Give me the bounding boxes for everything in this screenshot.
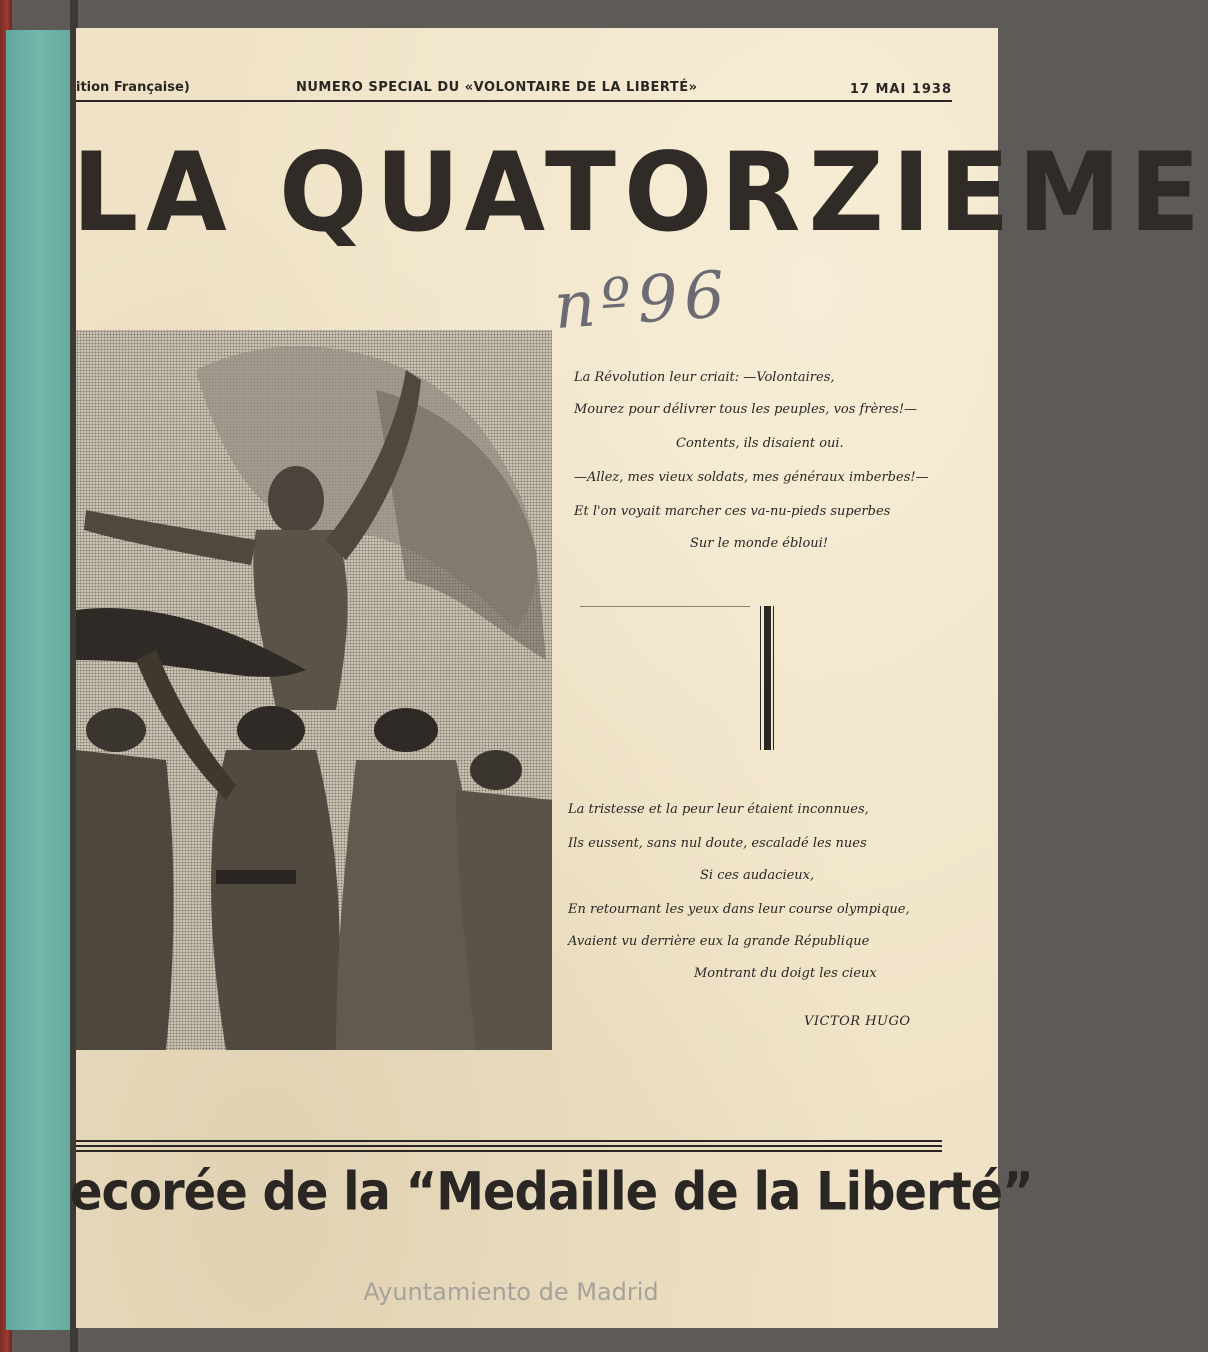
poem-author: VICTOR HUGO xyxy=(804,1014,911,1029)
poem-line: Et l'on voyait marcher ces va-nu-pieds superbes xyxy=(574,504,891,519)
ornamental-rule xyxy=(760,606,774,750)
poem-line: La tristesse et la peur leur étaient inconnues, xyxy=(568,802,869,817)
poem-line: En retournant les yeux dans leur course olympique, xyxy=(568,902,910,917)
handwritten-issue-number: nº96 xyxy=(551,257,734,345)
special-issue-label: NUMERO SPECIAL DU «VOLONTAIRE DE LA LIBERTÉ» xyxy=(296,80,698,95)
edition-label: ition Française) xyxy=(76,80,190,95)
binding-cover-teal xyxy=(6,30,72,1330)
banner-headline: ecorée de la “Medaille de la Liberté” xyxy=(70,1161,1033,1223)
archive-watermark xyxy=(0,1278,1024,1306)
double-rule xyxy=(76,1140,942,1154)
issue-date: 17 MAI 1938 xyxy=(849,82,952,97)
poem-line: Contents, ils disaient oui. xyxy=(676,436,844,451)
poem-line: Mourez pour délivrer tous les peuples, vos frères!— xyxy=(574,402,918,417)
poem-line: Si ces audacieux, xyxy=(700,868,815,883)
poem-line: Montrant du doigt les cieux xyxy=(694,966,877,981)
watermark-text: Ayuntamiento de Madrid xyxy=(363,1278,659,1306)
poem-line: —Allez, mes vieux soldats, mes généraux imberbes!— xyxy=(574,470,929,485)
header-bar xyxy=(76,78,952,102)
poem-line: Sur le monde ébloui! xyxy=(690,536,829,551)
poem-line: La Révolution leur criait: —Volontaires, xyxy=(574,370,835,385)
newspaper-page xyxy=(70,28,1208,1328)
poem-line: Ils eussent, sans nul doute, escaladé les nues xyxy=(568,836,867,851)
masthead-title: LA QUATORZIEME xyxy=(72,127,1208,257)
poem-line: Avaient vu derrière eux la grande République xyxy=(568,934,870,949)
propaganda-illustration xyxy=(76,330,552,1050)
